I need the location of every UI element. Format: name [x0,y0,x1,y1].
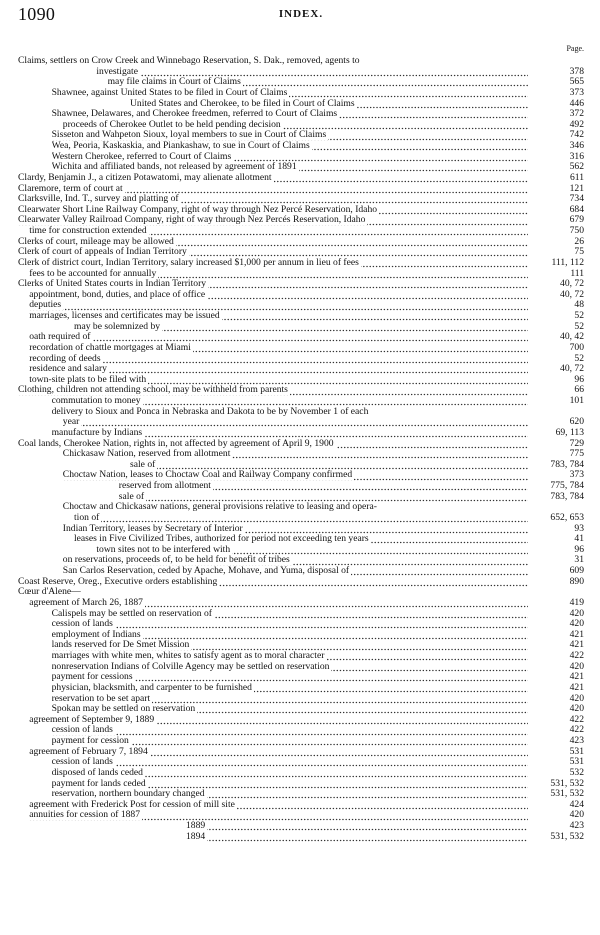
entry-page-ref: 611 [534,173,584,184]
entry-text: Clerk of district court, Indian Territory, salary increased $1,000 per annum in lieu of fees [18,257,359,268]
index-entry [18,354,584,365]
index-entry [18,566,584,577]
entry-text: Indian Territory, leases by Secretary of Interior [62,523,243,534]
entry-text: delivery to Sioux and Ponca in Nebraska and Dakota to be by November 1 of each [51,406,369,417]
index-entry [18,694,584,705]
entry-text: disposed of lands ceded [51,767,143,778]
entry-page-ref: 40, 72 [534,290,584,301]
index-entry [18,396,584,407]
entry-text: fees to be accounted for annually [29,268,157,279]
entry-page-ref: 424 [534,800,584,811]
entry-text: Shawnee, Delawares, and Cherokee freedmen, referred to Court of Claims [51,109,338,120]
entry-text-wrap [52,619,528,630]
index-entry [18,385,584,396]
entry-text-wrap [63,120,528,131]
entry-text: on reservations, proceeds of, to be held for benefit of tribes [62,555,290,566]
index-entry [18,407,584,418]
entry-text: lands reserved for De Smet Mission [51,640,190,651]
index-entry [18,800,584,811]
entry-text: reservation, northern boundary changed [51,789,205,800]
index-entry [18,184,584,195]
entry-text: sale of [118,491,145,502]
entry-page-ref: 734 [534,194,584,205]
index-entry [18,332,584,343]
entry-text: oath required of [29,332,91,343]
index-entry [18,120,584,131]
entry-text: annuities for cession of 1887 [29,810,141,821]
entry-text: Clothing, children not attending school, may be withheld from parents [18,385,288,396]
entry-text-wrap [52,651,528,662]
entry-text-wrap [52,672,528,683]
entry-text-wrap [18,215,528,226]
entry-text-wrap [18,205,528,216]
entry-text: commutation to money [51,396,141,406]
entry-text-wrap [29,290,528,301]
index-entry [18,662,584,673]
entry-text-wrap [52,130,528,141]
entry-text-wrap [29,343,528,354]
entry-text-wrap [63,470,528,481]
entry-page-ref: 446 [534,99,584,110]
entry-text: town-site plats to be filed with [29,374,147,385]
entry-text: sale of [130,459,156,470]
entry-text-wrap [130,99,528,110]
entry-page-ref: 531, 532 [534,789,584,800]
index-entry [18,630,584,641]
entry-text-wrap [186,832,528,843]
entry-page-ref: 121 [534,184,584,195]
index-entry [18,215,584,226]
index-entry [18,343,584,354]
index-entry [18,152,584,163]
entry-page-ref: 69, 113 [534,428,584,439]
entry-text-wrap [18,247,528,258]
entry-text-wrap [29,354,528,365]
entry-text: Choctaw Nation, leases to Choctaw Coal and Railway Company confirmed [62,470,353,481]
entry-text: year [62,417,80,428]
entry-page-ref: 420 [534,619,584,630]
entry-page-ref: 652, 653 [534,513,584,524]
index-entry [18,237,584,248]
entry-text: recordation of chattle mortgages at Miami [29,342,191,353]
index-entry [18,810,584,821]
entry-text-wrap [63,566,528,577]
index-entry [18,545,584,556]
index-entry [18,587,584,598]
entry-text-wrap [119,481,528,492]
entry-text: Chickasaw Nation, reserved from allotment [62,449,231,460]
entry-text-wrap [63,555,528,566]
entry-text-wrap [29,715,528,726]
entry-text: reserved from allotment [118,481,211,491]
index-entry [18,364,584,375]
entry-page-ref: 421 [534,672,584,683]
entry-text-wrap [29,375,528,386]
entry-text-wrap [29,300,528,311]
entry-page-ref: 492 [534,120,584,131]
entry-text-wrap [186,821,528,832]
index-entry [18,598,584,609]
index-entry [18,279,584,290]
entry-text: Shawnee, against United States to be filed in Court of Claims [51,87,288,98]
entry-text: Claremore, term of court at [18,183,123,194]
entry-page-ref: 420 [534,662,584,673]
entry-page-ref: 729 [534,439,584,450]
entry-text: United States and Cherokee, to be filed in Court of Claims [130,98,355,109]
page-column-label: Page. [566,44,584,53]
index-entry [18,704,584,715]
index-entry [18,470,584,481]
running-head: INDEX. [278,8,324,20]
entry-text-wrap [52,789,528,800]
entry-text-wrap [52,407,528,418]
entry-text: nonreservation Indians of Colville Agency may be settled on reservation [51,661,330,672]
entry-text-wrap [29,311,528,322]
entry-text: cession of lands [51,619,113,630]
entry-page-ref: 40, 72 [534,364,584,375]
index-entry [18,269,584,280]
index-entry [18,162,584,173]
entry-text-wrap [52,725,528,736]
index-entry [18,534,584,545]
entry-page-ref: 316 [534,152,584,163]
entry-text: cession of lands [51,725,113,736]
entry-page-ref: 775 [534,449,584,460]
entry-page-ref: 421 [534,683,584,694]
entry-page-ref: 66 [534,385,584,396]
index-entry [18,311,584,322]
page-header [18,4,584,26]
entry-text: employment of Indians [51,629,141,640]
entry-text-wrap [18,385,528,396]
entry-text: agreement with Frederick Post for cession of mill site [29,799,235,810]
index-entry [18,609,584,620]
index-entry [18,449,584,460]
entry-text-wrap [18,439,528,450]
entry-page-ref: 750 [534,226,584,237]
entry-text: Clardy, Benjamin J., a citizen Potawatomi, may alienate allotment [18,172,272,183]
entry-page-ref: 101 [534,396,584,407]
index-entry [18,789,584,800]
entry-page-ref: 52 [534,311,584,322]
entry-page-ref: 531, 532 [534,779,584,790]
entry-text-wrap [96,545,528,556]
entry-text-wrap [29,598,528,609]
entry-page-ref: 783, 784 [534,492,584,503]
entry-page-ref: 372 [534,109,584,120]
entry-text: investigate [96,66,138,77]
entry-page-ref: 423 [534,821,584,832]
entry-page-ref: 422 [534,725,584,736]
entry-text: San Carlos Reservation, ceded by Apache, Mohave, and Yuma, disposal of [62,566,350,576]
index-entry [18,130,584,141]
entry-text: leases in Five Civilized Tribes, authorized for period not exceeding ten years [74,534,369,545]
entry-text-wrap [74,322,528,333]
index-entry [18,768,584,779]
index-entry [18,67,584,78]
entry-text-wrap [63,449,528,460]
entry-text-wrap [29,226,528,237]
entry-text-wrap [18,194,528,205]
entry-text-wrap [63,524,528,535]
entry-text: Wichita and affiliated bands, not released by agreement of 1891 [51,162,297,173]
index-entry [18,56,584,67]
entry-page-ref: 373 [534,88,584,99]
entry-page-ref: 31 [534,555,584,566]
entry-text-wrap [52,609,528,620]
entry-text-wrap [29,269,528,280]
index-entry [18,226,584,237]
index-entry [18,672,584,683]
index-entry [18,290,584,301]
entry-page-ref: 96 [534,545,584,556]
entry-page-ref: 532 [534,768,584,779]
entry-page-ref: 422 [534,651,584,662]
index-entry [18,577,584,588]
entry-page-ref: 419 [534,598,584,609]
entry-text: payment for cession [51,736,129,746]
entry-text-wrap [52,141,528,152]
entry-text: tion of [74,512,100,523]
entry-page-ref: 565 [534,77,584,88]
index-entry [18,715,584,726]
index-entry [18,205,584,216]
entry-text: time for construction extended [29,226,147,236]
index-entry [18,88,584,99]
entry-text-wrap [29,800,528,811]
entry-text-wrap [52,683,528,694]
entry-text: Clearwater Short Line Railway Company, right of way through Nez Percé Reservation, Idaho [18,204,378,215]
entry-page-ref: 783, 784 [534,460,584,471]
entry-text-wrap [18,258,528,269]
index-entry [18,77,584,88]
index-entry [18,492,584,503]
entry-text: marriages with white men, whites to satisfy agent as to moral character [51,651,325,661]
entry-text: may file claims in Court of Claims [107,77,241,88]
page-number: 1090 [18,4,56,24]
entry-page-ref: 378 [534,67,584,78]
entry-text: proceeds of Cherokee Outlet to be held pending decision [62,119,281,130]
entry-page-ref: 890 [534,577,584,588]
entry-text-wrap [52,662,528,673]
entry-text-wrap [18,184,528,195]
index-entry [18,725,584,736]
entry-text: Claims, settlers on Crow Creek and Winnebago Reservation, S. Dak., removed, agents to [18,56,360,66]
index-entry [18,683,584,694]
entry-text: Clarksville, Ind. T., survey and platting of [18,194,179,205]
entry-text-wrap [52,88,528,99]
index-entry [18,99,584,110]
index-entry [18,428,584,439]
entry-text-wrap [52,779,528,790]
entry-page-ref: 420 [534,810,584,821]
entry-text-wrap [52,396,528,407]
entry-text-wrap [52,694,528,705]
entry-page-ref: 52 [534,354,584,365]
entry-text-wrap [63,502,528,513]
entry-text: cession of lands [51,757,113,768]
entry-page-ref: 346 [534,141,584,152]
entry-text: Clerks of United States courts in Indian Territory [18,279,207,290]
entry-page-ref: 531, 532 [534,832,584,843]
entry-page-ref: 93 [534,524,584,535]
entry-text-wrap [29,747,528,758]
entry-text-wrap [130,460,528,471]
entry-page-ref: 421 [534,640,584,651]
entry-text: Clerks of court, mileage may be allowed [18,236,174,247]
entry-text-wrap [52,428,528,439]
entry-text-wrap [29,810,528,821]
entry-text-wrap [52,736,528,747]
entry-page-ref: 422 [534,715,584,726]
entry-text: 1894 [186,831,206,842]
entry-text-wrap [18,279,528,290]
entry-page-ref: 700 [534,343,584,354]
index-entry [18,555,584,566]
index-entry [18,832,584,843]
entry-text-wrap [18,237,528,248]
entry-page-ref: 111 [534,269,584,280]
index-entry [18,417,584,428]
entry-text: appointment, bond, duties, and place of office [29,289,206,300]
entry-page-ref: 40, 72 [534,279,584,290]
index-entry [18,247,584,258]
entry-text-wrap [52,757,528,768]
entry-text: Choctaw and Chickasaw nations, general provisions relative to leasing and opera- [62,502,377,513]
index-entry [18,439,584,450]
entry-text-wrap [18,56,528,67]
entry-text-wrap [119,492,528,503]
entry-text-wrap [108,77,528,88]
entry-page-ref: 111, 112 [534,258,584,269]
entry-text: Sisseton and Wahpeton Sioux, loyal members to sue in Court of Claims [51,130,327,141]
index-entry [18,747,584,758]
entry-text: may be solemnized by [74,321,161,332]
entry-text: Clearwater Valley Railroad Company, right of way through Nez Percés Reservation, Idaho [18,215,366,226]
entry-text: manufacture by Indians [51,427,143,438]
entry-text: physician, blacksmith, and carpenter to be furnished [51,682,252,693]
entry-page-ref: 420 [534,609,584,620]
index-entry [18,141,584,152]
entry-page-ref: 609 [534,566,584,577]
index-entry [18,173,584,184]
entry-page-ref: 562 [534,162,584,173]
entry-text: agreement of February 7, 1894 [29,746,148,757]
entry-page-ref: 40, 42 [534,332,584,343]
entry-text: Wea, Peoria, Kaskaskia, and Piankashaw, to sue in Court of Claims [51,141,310,151]
entry-text-wrap [29,332,528,343]
entry-text-wrap [52,640,528,651]
entry-text: Clerk of court of appeals of Indian Territory [18,247,187,258]
entry-text: Coast Reserve, Oreg., Executive orders establishing [18,576,218,587]
index-entry [18,821,584,832]
index-entry [18,502,584,513]
entry-text-wrap [96,67,528,78]
entry-text: deputies [29,300,62,311]
index-entry [18,481,584,492]
index-entry [18,194,584,205]
entry-text: payment for lands ceded [51,778,146,789]
entry-text: reservation to be set apart [51,693,151,704]
index-entry [18,757,584,768]
entry-text: agreement of September 9, 1889 [29,714,155,725]
index-entries [18,56,584,842]
entry-text-wrap [74,534,528,545]
entry-text: marriages, licenses and certificates may be issued [29,311,220,321]
entry-text: town sites not to be interfered with [96,544,231,555]
entry-page-ref: 423 [534,736,584,747]
entry-text-wrap [18,587,528,598]
entry-page-ref: 775, 784 [534,481,584,492]
entry-text-wrap [52,704,528,715]
entry-text-wrap [18,173,528,184]
entry-page-ref: 41 [534,534,584,545]
index-entry [18,779,584,790]
index-entry [18,300,584,311]
index-entry [18,619,584,630]
entry-page-ref: 26 [534,237,584,248]
entry-text: Spokan may be settled on reservation [51,704,196,715]
entry-page-ref: 75 [534,247,584,258]
entry-page-ref: 96 [534,375,584,386]
index-entry [18,375,584,386]
entry-text: agreement of March 26, 1887 [29,597,143,608]
entry-text: payment for cessions [51,672,133,683]
index-entry [18,109,584,120]
index-entry [18,258,584,269]
entry-text: Coal lands, Cherokee Nation, rights in, not affected by agreement of April 9, 1900 [18,438,334,449]
entry-text: recording of deeds [29,353,101,364]
entry-page-ref: 684 [534,205,584,216]
entry-page-ref: 420 [534,704,584,715]
entry-page-ref: 531 [534,747,584,758]
entry-text: Western Cherokee, referred to Court of Claims [51,151,232,162]
entry-text-wrap [29,364,528,375]
entry-text-wrap [52,152,528,163]
entry-text-wrap [52,162,528,173]
entry-text-wrap [18,577,528,588]
index-entry [18,736,584,747]
entry-text: Calispels may be settled on reservation of [51,608,212,619]
entry-page-ref: 48 [534,300,584,311]
entry-text-wrap [52,768,528,779]
entry-text-wrap [52,109,528,120]
entry-text-wrap [52,630,528,641]
entry-page-ref: 531 [534,757,584,768]
entry-page-ref: 421 [534,630,584,641]
index-entry [18,460,584,471]
index-entry [18,322,584,333]
entry-text-wrap [63,417,528,428]
entry-page-ref: 52 [534,322,584,333]
entry-page-ref: 420 [534,694,584,705]
entry-text: 1889 [186,821,206,831]
entry-page-ref: 373 [534,470,584,481]
entry-page-ref: 620 [534,417,584,428]
index-entry [18,513,584,524]
index-entry [18,640,584,651]
entry-text: Cœur d'Alene— [18,587,81,598]
index-entry [18,651,584,662]
entry-page-ref: 742 [534,130,584,141]
index-entry [18,524,584,535]
entry-text: residence and salary [29,364,107,375]
entry-page-ref: 679 [534,215,584,226]
entry-text-wrap [74,513,528,524]
